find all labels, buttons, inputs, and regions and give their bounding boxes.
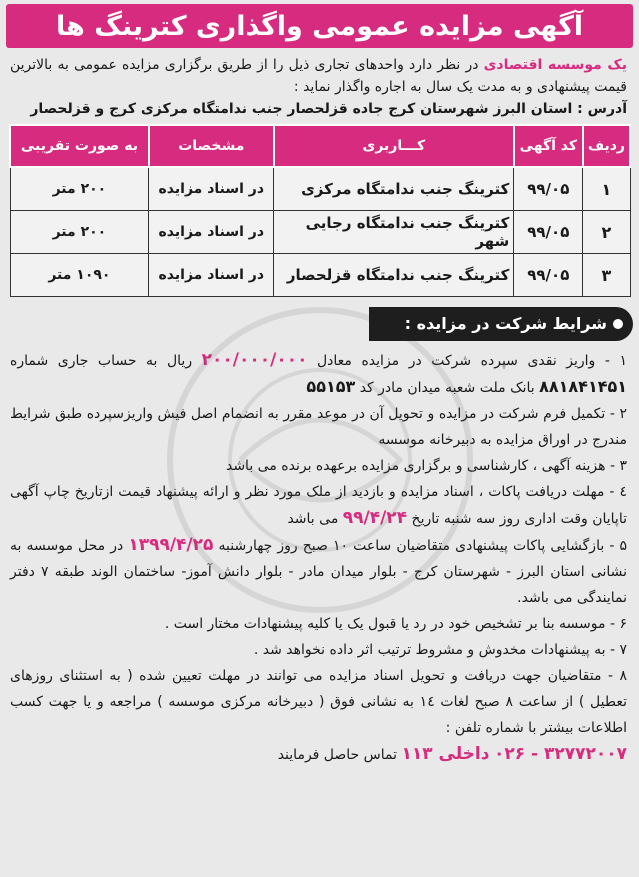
condition-8	[10, 663, 627, 768]
condition-text: ٤ - مهلت دریافت پاکات ، اسناد مزایده و بازدید از ملک مورد نظر و ارائه پیشنهاد قیمت ازتاریخ چاپ آگهی تاپایان وقت اداری روز سه شنبه تاریخ	[10, 484, 627, 527]
row-number: ۱	[583, 167, 630, 211]
row-number: ۳	[583, 254, 630, 297]
condition-2: ۲ - تکمیل فرم شرکت در مزایده و تحویل آن در موعد مقرر به انضمام اصل فیش واریزسپرده طبق شرایط مندرج در اوراق مزایده به دبیرخانه موسسه	[10, 406, 627, 448]
row-code: ۹۹/۰۵	[514, 167, 583, 211]
condition-6: ۶ - موسسه بنا بر تشخیص خود در رد یا قبول یک یا کلیه پیشنهادات مختار است .	[164, 616, 627, 632]
address-line: آدرس : استان البرز شهرستان کرج جاده قزلحصار جنب ندامتگاه مرکزی کرج و قزلحصار	[30, 101, 627, 117]
conditions-heading	[369, 307, 633, 341]
header-area: به صورت تقریبی	[10, 125, 149, 167]
header-usage: کـــاربری	[274, 125, 514, 167]
opening-date: ۱۳۹۹/۴/۲۵	[128, 535, 214, 555]
items-table	[9, 124, 631, 297]
phone-number: ۳۲۷۷۲۰۰۷ - ۰۲۶	[493, 744, 627, 764]
row-specs: در اسناد مزایده	[149, 211, 274, 254]
header-specs: مشخصات	[149, 125, 274, 167]
deposit-amount: ۲۰۰/۰۰۰/۰۰۰	[201, 350, 308, 370]
header-row-number: ردیف	[583, 125, 630, 167]
intro-paragraph	[10, 54, 627, 98]
condition-text: ۵ - بازگشایی پاکات پیشنهادی متقاضیان ساعت ۱۰ صبح روز چهارشنبه	[213, 538, 627, 554]
intro-text: در نظر دارد واحدهای تجاری ذیل را از طریق برگزاری مزایده عمومی به بالاترین قیمت پیشنهادی و به مدت یک سال به اجاره واگذار نماید :	[10, 57, 627, 95]
row-code: ۹۹/۰۵	[514, 254, 583, 297]
row-area: ۱۰۹۰ متر	[10, 254, 149, 297]
notice-title: آگهی مزایده عمومی واگذاری کترینگ ها	[6, 4, 633, 48]
condition-1	[10, 347, 627, 401]
row-number: ۲	[583, 211, 630, 254]
table-row	[10, 167, 630, 211]
row-usage: کترینگ جنب ندامتگاه رجایی شهر	[274, 211, 514, 254]
condition-text: بانک ملت شعبه میدان مادر کد	[355, 380, 540, 396]
row-area: ۲۰۰ متر	[10, 211, 149, 254]
table-row	[10, 211, 630, 254]
branch-code: ۵۵۱۵۳	[306, 377, 356, 396]
condition-5	[10, 532, 627, 611]
row-code: ۹۹/۰۵	[514, 211, 583, 254]
row-specs: در اسناد مزایده	[149, 254, 274, 297]
row-usage: کترینگ جنب ندامتگاه قزلحصار	[274, 254, 514, 297]
bullet-icon	[613, 319, 623, 329]
row-area: ۲۰۰ متر	[10, 167, 149, 211]
condition-text: می باشد	[287, 511, 343, 527]
organization-name: یک موسسه اقتصادی	[483, 57, 627, 73]
deadline-date: ۹۹/۴/۲۴	[342, 508, 408, 528]
header-code: کد آگهی	[514, 125, 583, 167]
row-usage: کترینگ جنب ندامتگاه مرکزی	[274, 167, 514, 211]
condition-text: تماس حاصل فرمایند	[277, 747, 402, 763]
table-header-row	[10, 125, 630, 167]
condition-4	[10, 479, 627, 532]
table-row	[10, 254, 630, 297]
phone-extension: داخلی ۱۱۳	[401, 744, 490, 764]
condition-text: ۱ - واریز نقدی سپرده شرکت در مزایده معادل	[307, 353, 627, 369]
condition-3: ۳ - هزینه آگهی ، کارشناسی و برگزاری مزایده برعهده برنده می باشد	[225, 458, 627, 474]
condition-text: ۸ - متقاضیان جهت دریافت و تحویل اسناد مزایده می توانند در مهلت تعیین شده ( به استثنای روزهای تعطیل ) از ساعت ۸ صبح لغات ۱٤ به نشانی فوق ( دبیرخانه مرکزی موسسه ) مراجعه و یا جهت کسب اطلاعات بیشتر با شماره تلفن :	[10, 668, 627, 736]
conditions-heading-text: شرایط شرکت در مزایده :	[404, 314, 607, 333]
condition-text: در محل موسسه به نشانی استان البرز - شهرستان کرج - بلوار میدان مادر - بلوار دانش آموز- ساختمان الوند طبقه ۷ دفتر نمایندگی می باشد.	[10, 538, 628, 606]
condition-7: ۷ - به پیشنهادات مخدوش و مشروط ترتیب اثر داده نخواهد شد .	[253, 642, 627, 658]
conditions-list	[10, 347, 627, 768]
row-specs: در اسناد مزایده	[149, 167, 274, 211]
account-number: ۸۸۱۸۴۱۴۵۱	[539, 377, 627, 396]
condition-text: ریال به حساب جاری شماره	[10, 353, 202, 369]
